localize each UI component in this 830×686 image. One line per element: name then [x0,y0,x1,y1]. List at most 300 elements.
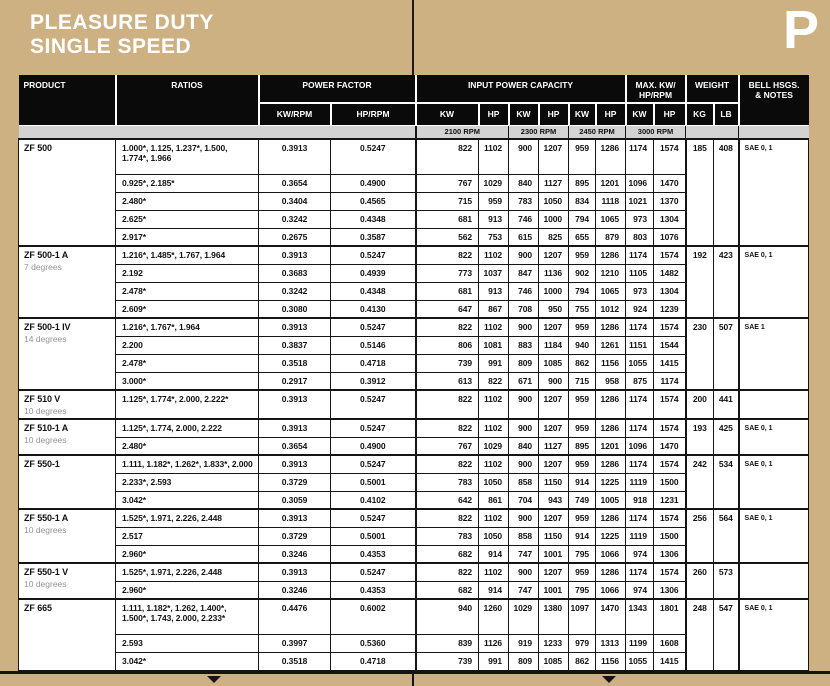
power-value-cell: 682 [416,545,479,563]
power-value-cell: 715 [416,192,479,210]
power-value-cell: 1118 [596,192,626,210]
power-value-cell: 974 [626,545,654,563]
kw-rpm-factor-cell: 0.3913 [259,563,331,581]
power-value-cell: 914 [479,545,509,563]
power-value-cell: 747 [509,581,539,599]
power-value-cell: 973 [626,282,654,300]
power-value-cell: 822 [416,509,479,527]
power-value-cell: 900 [509,455,539,473]
product-cell [19,455,116,509]
page-title [30,11,214,59]
power-value-cell: 1544 [654,336,686,354]
ratios-cell: 0.925*, 2.185* [116,174,259,192]
product-name: ZF 510 V [24,394,61,404]
power-value-cell: 1150 [539,527,569,545]
kw-rpm-factor-cell: 0.4476 [259,599,331,634]
power-value-cell: 1156 [596,652,626,670]
power-value-cell: 919 [509,634,539,652]
product-name: ZF 550-1 [24,459,60,469]
hp-rpm-factor-cell: 0.5001 [331,527,416,545]
power-value-cell: 940 [416,599,479,634]
power-value-cell: 1201 [596,437,626,455]
power-value-cell: 959 [479,192,509,210]
rpm-band-2100: 2100 RPM [416,125,509,139]
power-value-cell: 902 [569,264,596,282]
power-value-cell: 918 [626,491,654,509]
kw-rpm-factor-cell: 0.3913 [259,139,331,174]
power-value-cell: 1102 [479,318,509,336]
power-value-cell: 1286 [596,455,626,473]
power-value-cell: 1005 [596,491,626,509]
ratios-cell: 2.478* [116,282,259,300]
power-value-cell: 1126 [479,634,509,652]
power-value-cell: 1415 [654,354,686,372]
kw-rpm-factor-cell: 0.3913 [259,318,331,336]
rpm-band-3000: 3000 RPM [626,125,686,139]
hp-rpm-factor-cell: 0.5360 [331,634,416,652]
hp-rpm-factor-cell: 0.3587 [331,228,416,246]
product-name: ZF 500-1 IV [24,322,71,332]
power-value-cell: 1207 [539,246,569,264]
power-value-cell: 1500 [654,527,686,545]
power-value-cell: 739 [416,354,479,372]
power-value-cell: 1415 [654,652,686,670]
ratios-cell: 1.125*, 1.774*, 2.000, 2.222* [116,390,259,419]
weight-lb-cell: 408 [714,139,739,246]
ratios-cell: 2.593 [116,634,259,652]
power-value-cell: 1127 [539,174,569,192]
power-value-cell: 704 [509,491,539,509]
kw-rpm-factor-cell: 0.3729 [259,473,331,491]
power-value-cell: 1231 [654,491,686,509]
product-degrees: 14 degrees [24,333,67,344]
page-title-line2: SINGLE SPEED [30,35,192,58]
power-value-cell: 1012 [596,300,626,318]
ratios-cell: 1.525*, 1.971, 2.226, 2.448 [116,509,259,527]
power-value-cell: 783 [416,473,479,491]
product-name: ZF 550-1 V [24,567,69,577]
product-cell [19,246,116,318]
hp-rpm-factor-cell: 0.5247 [331,509,416,527]
power-value-cell: 959 [569,419,596,437]
power-value-cell: 1102 [479,419,509,437]
kw-rpm-factor-cell: 0.3913 [259,419,331,437]
ratios-cell: 1.125*, 1.774, 2.000, 2.222 [116,419,259,437]
bell-housing-note-cell: SAE 0, 1 [739,509,809,563]
weight-lb-cell: 441 [714,390,739,419]
power-value-cell: 1286 [596,318,626,336]
power-value-cell: 1199 [626,634,654,652]
hp-rpm-factor-cell: 0.4718 [331,652,416,670]
power-value-cell: 913 [479,210,509,228]
power-value-cell: 943 [539,491,569,509]
product-cell [19,509,116,563]
power-value-cell: 655 [569,228,596,246]
kw-rpm-factor-cell: 0.2917 [259,372,331,390]
power-value-cell: 822 [416,139,479,174]
product-cell [19,318,116,390]
ratios-cell: 1.000*, 1.125, 1.237*, 1.500, 1.774*, 1.966 [116,139,259,174]
power-value-cell: 613 [416,372,479,390]
ratios-cell: 1.111, 1.182*, 1.262*, 1.833*, 2.000 [116,455,259,473]
power-value-cell: 1574 [654,390,686,419]
kw-rpm-factor-cell: 0.3059 [259,491,331,509]
col-header-kw: KW [626,103,654,125]
hp-rpm-factor-cell: 0.5146 [331,336,416,354]
power-value-cell: 1096 [626,174,654,192]
power-value-cell: 959 [569,139,596,174]
power-value-cell: 1081 [479,336,509,354]
power-value-cell: 1085 [539,652,569,670]
product-cell [19,563,116,599]
power-value-cell: 914 [479,581,509,599]
kw-rpm-factor-cell: 0.3913 [259,390,331,419]
hp-rpm-factor-cell: 0.4353 [331,545,416,563]
weight-kg-cell: 260 [686,563,714,599]
product-degrees: 10 degrees [24,434,67,445]
col-header-kg: KG [686,103,714,125]
kw-rpm-factor-cell: 0.3246 [259,545,331,563]
power-value-cell: 900 [509,563,539,581]
power-value-cell: 1574 [654,455,686,473]
power-value-cell: 959 [569,390,596,419]
power-value-cell: 822 [416,563,479,581]
power-value-cell: 1470 [654,174,686,192]
rpm-band-weight-spacer [686,125,739,139]
power-value-cell: 900 [509,318,539,336]
power-value-cell: 1150 [539,473,569,491]
power-value-cell: 1201 [596,174,626,192]
table-row [19,563,809,581]
power-value-cell: 783 [509,192,539,210]
ratios-cell: 2.480* [116,192,259,210]
power-value-cell: 1066 [596,581,626,599]
power-value-cell: 1207 [539,390,569,419]
power-value-cell: 1066 [596,545,626,563]
power-value-cell: 708 [509,300,539,318]
col-header-hp-rpm: HP/RPM [331,103,416,125]
power-value-cell: 647 [416,300,479,318]
table-row [19,139,809,174]
power-value-cell: 914 [569,527,596,545]
power-value-cell: 959 [569,318,596,336]
kw-rpm-factor-cell: 0.3246 [259,581,331,599]
power-value-cell: 671 [509,372,539,390]
hp-rpm-factor-cell: 0.4348 [331,282,416,300]
power-value-cell: 822 [416,419,479,437]
power-value-cell: 1608 [654,634,686,652]
bell-header-line2: & NOTES [755,90,793,100]
power-value-cell: 1050 [539,192,569,210]
product-name: ZF 510-1 A [24,423,69,433]
power-value-cell: 1055 [626,354,654,372]
power-value-cell: 913 [479,282,509,300]
col-header-kw: KW [569,103,596,125]
power-value-cell: 1500 [654,473,686,491]
rpm-band-2300: 2300 RPM [509,125,569,139]
power-value-cell: 1304 [654,282,686,300]
power-value-cell: 1225 [596,473,626,491]
power-value-cell: 847 [509,264,539,282]
product-cell [19,419,116,455]
product-cell [19,599,116,670]
col-header-hp: HP [479,103,509,125]
ratios-cell: 2.233*, 2.593 [116,473,259,491]
hp-rpm-factor-cell: 0.4900 [331,437,416,455]
power-value-cell: 1127 [539,437,569,455]
col-header-input-power-capacity: INPUT POWER CAPACITY [416,75,626,103]
hp-rpm-factor-cell: 0.5001 [331,473,416,491]
power-value-cell: 861 [479,491,509,509]
power-value-cell: 1050 [479,473,509,491]
power-value-cell: 1304 [654,210,686,228]
weight-kg-cell: 248 [686,599,714,670]
ratios-cell: 2.517 [116,527,259,545]
power-value-cell: 794 [569,210,596,228]
kw-rpm-factor-cell: 0.3729 [259,527,331,545]
power-value-cell: 858 [509,473,539,491]
max-header-line2: HP/RPM [638,90,673,100]
weight-kg-cell: 200 [686,390,714,419]
power-value-cell: 1184 [539,336,569,354]
power-value-cell: 822 [479,372,509,390]
power-value-cell: 1119 [626,527,654,545]
product-cell [19,139,116,246]
ratios-cell: 2.917* [116,228,259,246]
power-value-cell: 822 [416,246,479,264]
power-value-cell: 1286 [596,390,626,419]
power-value-cell: 1574 [654,139,686,174]
power-value-cell: 900 [539,372,569,390]
power-value-cell: 862 [569,354,596,372]
kw-rpm-factor-cell: 0.3913 [259,455,331,473]
power-value-cell: 822 [416,455,479,473]
power-value-cell: 1119 [626,473,654,491]
power-value-cell: 1174 [626,563,654,581]
power-value-cell: 1286 [596,563,626,581]
col-header-bell-hsgs-notes [739,75,809,125]
hp-rpm-factor-cell: 0.4348 [331,210,416,228]
power-value-cell: 959 [569,563,596,581]
power-value-cell: 681 [416,282,479,300]
weight-lb-cell: 507 [714,318,739,390]
ratios-cell: 2.960* [116,581,259,599]
weight-kg-cell: 193 [686,419,714,455]
power-value-cell: 840 [509,437,539,455]
power-value-cell: 1050 [479,527,509,545]
bell-header-line1: BELL HSGS. [748,80,800,90]
product-degrees: 10 degrees [24,524,67,535]
rpm-band-notes-spacer [739,125,809,139]
power-value-cell: 973 [626,210,654,228]
kw-rpm-factor-cell: 0.2675 [259,228,331,246]
ratios-cell: 3.042* [116,491,259,509]
power-value-cell: 1174 [654,372,686,390]
power-value-cell: 747 [509,545,539,563]
kw-rpm-factor-cell: 0.3997 [259,634,331,652]
power-value-cell: 1085 [539,354,569,372]
col-header-kw: KW [416,103,479,125]
hp-rpm-factor-cell: 0.5247 [331,246,416,264]
power-value-cell: 1574 [654,419,686,437]
power-value-cell: 959 [569,509,596,527]
power-value-cell: 1076 [654,228,686,246]
bell-housing-note-cell: SAE 0, 1 [739,419,809,455]
power-value-cell: 1102 [479,246,509,264]
bell-housing-note-cell: SAE 0, 1 [739,455,809,509]
kw-rpm-factor-cell: 0.3242 [259,210,331,228]
power-value-cell: 1482 [654,264,686,282]
power-value-cell: 1286 [596,139,626,174]
col-header-power-factor: POWER FACTOR [259,75,416,103]
power-value-cell: 1037 [479,264,509,282]
power-value-cell: 867 [479,300,509,318]
table-row [19,509,809,527]
power-value-cell: 862 [569,652,596,670]
product-name: ZF 500 [24,143,52,153]
power-value-cell: 1029 [509,599,539,634]
power-value-cell: 1065 [596,210,626,228]
kw-rpm-factor-cell: 0.3518 [259,354,331,372]
power-value-cell: 1102 [479,563,509,581]
hp-rpm-factor-cell: 0.5247 [331,563,416,581]
power-value-cell: 950 [539,300,569,318]
power-value-cell: 1286 [596,246,626,264]
table-row [19,599,809,634]
ratios-cell: 1.216*, 1.485*, 1.767, 1.964 [116,246,259,264]
power-value-cell: 1207 [539,318,569,336]
table-row [19,318,809,336]
table-row [19,390,809,419]
power-value-cell: 1370 [654,192,686,210]
power-value-cell: 749 [569,491,596,509]
kw-rpm-factor-cell: 0.3518 [259,652,331,670]
power-value-cell: 959 [569,455,596,473]
power-value-cell: 1174 [626,419,654,437]
power-value-cell: 1029 [479,437,509,455]
power-value-cell: 1174 [626,509,654,527]
col-header-hp: HP [654,103,686,125]
power-value-cell: 1207 [539,139,569,174]
power-value-cell: 959 [569,246,596,264]
power-value-cell: 809 [509,652,539,670]
kw-rpm-factor-cell: 0.3913 [259,246,331,264]
weight-lb-cell: 423 [714,246,739,318]
power-value-cell: 1065 [596,282,626,300]
col-header-weight: WEIGHT [686,75,739,103]
kw-rpm-factor-cell: 0.3654 [259,174,331,192]
power-value-cell: 755 [569,300,596,318]
power-value-cell: 767 [416,174,479,192]
ratios-cell: 2.200 [116,336,259,354]
hp-rpm-factor-cell: 0.4565 [331,192,416,210]
bell-housing-note-cell [739,563,809,599]
power-value-cell: 1207 [539,563,569,581]
col-header-hp: HP [539,103,569,125]
ratios-cell: 2.609* [116,300,259,318]
bell-housing-note-cell: SAE 0, 1 [739,139,809,246]
power-value-cell: 1055 [626,652,654,670]
power-value-cell: 753 [479,228,509,246]
power-value-cell: 795 [569,545,596,563]
power-value-cell: 900 [509,139,539,174]
power-value-cell: 825 [539,228,569,246]
continuation-triangle-down-icon [207,676,221,683]
power-value-cell: 1174 [626,318,654,336]
power-value-cell: 1380 [539,599,569,634]
power-value-cell: 1306 [654,581,686,599]
product-cell [19,390,116,419]
weight-kg-cell: 242 [686,455,714,509]
kw-rpm-factor-cell: 0.3242 [259,282,331,300]
power-value-cell: 803 [626,228,654,246]
max-header-line1: MAX. KW/ [635,80,676,90]
weight-kg-cell: 185 [686,139,714,246]
col-header-hp: HP [596,103,626,125]
bottom-rule [0,671,830,674]
ratios-cell: 1.525*, 1.971, 2.226, 2.448 [116,563,259,581]
power-value-cell: 822 [416,390,479,419]
power-value-cell: 1000 [539,210,569,228]
weight-lb-cell: 573 [714,563,739,599]
hp-rpm-factor-cell: 0.5247 [331,455,416,473]
hp-rpm-factor-cell: 0.4718 [331,354,416,372]
kw-rpm-factor-cell: 0.3654 [259,437,331,455]
power-value-cell: 1470 [654,437,686,455]
kw-rpm-factor-cell: 0.3683 [259,264,331,282]
table-row [19,246,809,264]
page-title-line1: PLEASURE DUTY [30,11,214,34]
power-value-cell: 1574 [654,563,686,581]
product-name: ZF 665 [24,603,52,613]
power-value-cell: 895 [569,174,596,192]
ratios-cell: 2.478* [116,354,259,372]
col-header-kw-rpm: KW/RPM [259,103,331,125]
power-value-cell: 839 [416,634,479,652]
product-name: ZF 500-1 A [24,250,69,260]
weight-kg-cell: 230 [686,318,714,390]
power-value-cell: 900 [509,509,539,527]
hp-rpm-factor-cell: 0.3912 [331,372,416,390]
rpm-band-spacer [19,125,416,139]
power-value-cell: 1102 [479,455,509,473]
bell-housing-note-cell: SAE 1 [739,318,809,390]
power-value-cell: 940 [569,336,596,354]
power-value-cell: 900 [509,246,539,264]
product-degrees: 10 degrees [24,405,67,416]
power-value-cell: 806 [416,336,479,354]
power-value-cell: 1286 [596,509,626,527]
hp-rpm-factor-cell: 0.6002 [331,599,416,634]
power-value-cell: 1097 [569,599,596,634]
power-value-cell: 681 [416,210,479,228]
hp-rpm-factor-cell: 0.4900 [331,174,416,192]
weight-kg-cell: 192 [686,246,714,318]
product-name: ZF 550-1 A [24,513,69,523]
power-value-cell: 1029 [479,174,509,192]
section-tab-letter: P [782,0,819,60]
ratios-cell: 1.216*, 1.767*, 1.964 [116,318,259,336]
power-value-cell: 822 [416,318,479,336]
power-value-cell: 715 [569,372,596,390]
bell-housing-note-cell [739,390,809,419]
power-value-cell: 1207 [539,419,569,437]
power-value-cell: 974 [626,581,654,599]
power-value-cell: 1151 [626,336,654,354]
power-value-cell: 991 [479,354,509,372]
power-value-cell: 642 [416,491,479,509]
col-header-ratios: RATIOS [116,75,259,125]
